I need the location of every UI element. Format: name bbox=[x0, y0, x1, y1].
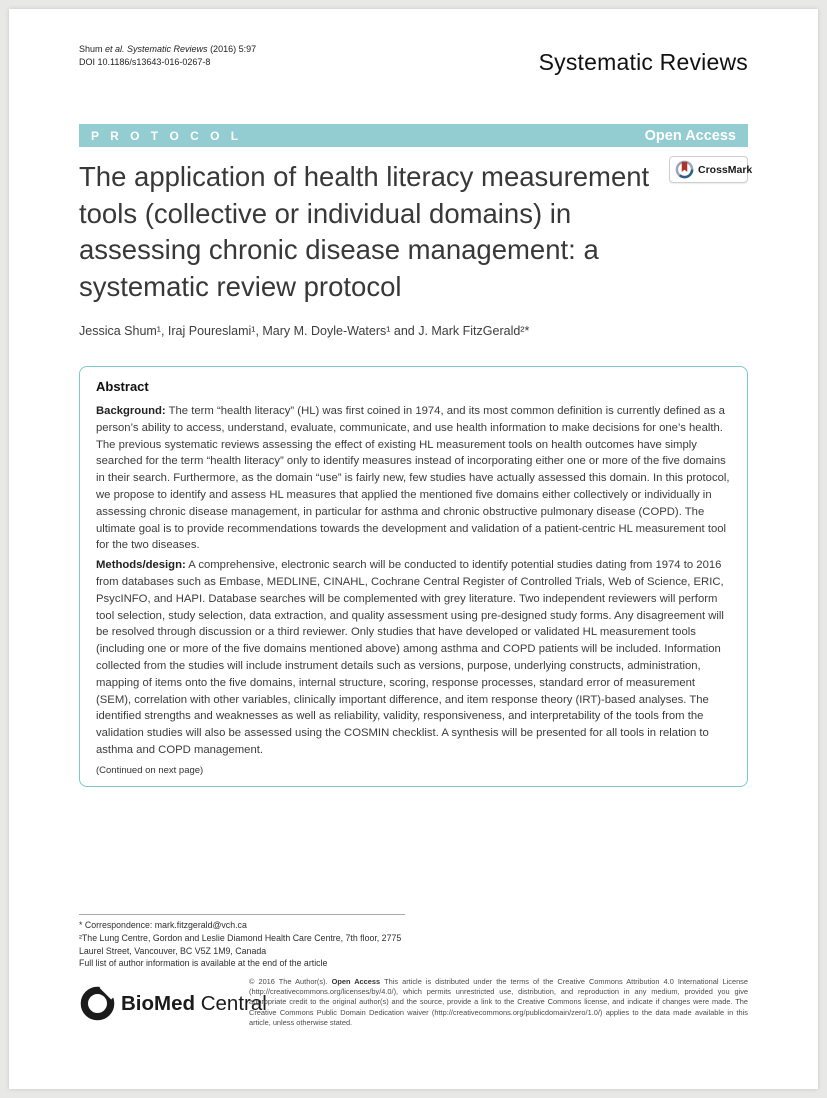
license-paragraph bbox=[249, 977, 748, 1028]
biomed-logo-icon bbox=[79, 985, 116, 1022]
logo-text-regular: Central bbox=[195, 991, 267, 1015]
license-open-access-label: Open Access bbox=[331, 977, 385, 986]
publisher-row bbox=[79, 977, 748, 1028]
page-content bbox=[79, 9, 753, 1089]
background-text: The term “health literacy” (HL) was first coined in 1974, and its most common definition is currently defined as a person’s ability to access, understand, evaluate, communicate, and use health information to make decisions for one’s health. The previous systematic reviews assessing the effect of existing HL measurement tools on health outcomes have simply searched for the term “health literacy” only to identify measures instead of incorporating either one or more of the five domains in their search. Furthermore, as the domain “use” is fairly new, few studies have actually assessed this domain. In this protocol, we propose to identify and assess HL measures that applied the mentioned five domains either collectively or individually in assessing chronic disease management, in particular for asthma and chronic obstructive pulmonary disease (COPD). The ultimate goal is to provide recommendations towards the development and validation of a patient-centric HL measurement tool for the two diseases. bbox=[96, 405, 730, 552]
article-type-label: P R O T O C O L bbox=[91, 128, 243, 143]
logo-text-bold: BioMed bbox=[121, 991, 196, 1015]
biomed-logo-text bbox=[121, 992, 267, 1016]
abstract-heading: Abstract bbox=[96, 379, 149, 394]
article-type-banner bbox=[79, 124, 748, 147]
footnote-divider bbox=[79, 914, 405, 915]
paper-page bbox=[9, 9, 818, 1089]
correspondence-label: * Correspondence: bbox=[79, 920, 155, 930]
abstract-methods-paragraph bbox=[96, 557, 731, 759]
abstract-box bbox=[79, 366, 748, 787]
footnotes-block bbox=[79, 914, 424, 970]
journal-name: Systematic Reviews bbox=[538, 49, 748, 75]
background-label: Background: bbox=[96, 405, 166, 417]
copyright-prefix: © 2016 The Author(s). bbox=[249, 977, 332, 986]
methods-text: A comprehensive, electronic search will be conducted to identify potential studies dating from 1974 to 2016 from databases such as Embase, MEDLINE, CINAHL, Cochrane Central Register of Controlled Trials, Web of Science, ERIC, PsycINFO, and HAPI. Database searches will be complemented with grey literature. Two independent reviewers will perform tool selection, study selection, data extraction, and quality assessment using pre-designed study forms. Any disagreement will be resolved through discussion or a third reviewer. Only studies that have developed or validated HL measurement tools (including one or more of the five domains mentioned above) among asthma and COPD patients will be included. Information collected from the studies will include instrument details such as versions, purpose, underlying constructs, administration, mapping of items onto the five domains, internal structure, scoring, response processes, standard error of measurement (SEM), correlation with other variables, clinically important difference, and item response theory (IRT)-based analyses. The identified strengths and weaknesses as well as reliability, validity, responsiveness, and interpretability of the tools from the validation studies will also be assessed using the COSMIN checklist. A synthesis will be presented for all tools in relation to asthma and COPD management. bbox=[96, 559, 724, 756]
continued-note: (Continued on next page) bbox=[96, 764, 204, 776]
methods-label: Methods/design: bbox=[96, 559, 186, 572]
citation-block bbox=[79, 43, 256, 69]
open-access-label: Open Access bbox=[644, 127, 736, 144]
abstract-background-paragraph bbox=[96, 403, 731, 554]
crossmark-icon bbox=[675, 160, 694, 179]
correspondence-email-link[interactable]: mark.fitzgerald@vch.ca bbox=[154, 920, 247, 930]
citation-line: Shum et al. Systematic Reviews (2016) 5:97 bbox=[79, 44, 257, 54]
doi-line: DOI 10.1186/s13643-016-0267-8 bbox=[79, 57, 211, 67]
crossmark-label: CrossMark bbox=[698, 163, 753, 176]
author-info-note: Full list of author information is available at the end of the article bbox=[79, 958, 328, 969]
correspondence-line bbox=[79, 919, 424, 932]
affiliation-line: ²The Lung Centre, Gordon and Leslie Diamond Health Care Centre, 7th floor, 2775 Laurel Street, Vancouver, BC V5Z 1M9, Canada bbox=[79, 932, 402, 956]
article-title: The application of health literacy measurement tools (collective or individual domains) in assessing chronic disease management: a systematic review protocol bbox=[79, 161, 650, 302]
biomed-central-logo bbox=[79, 977, 267, 1022]
crossmark-badge[interactable] bbox=[669, 156, 753, 183]
authors-line: Jessica Shum¹, Iraj Poureslami¹, Mary M. Doyle-Waters¹ and J. Mark FitzGerald²* bbox=[79, 324, 530, 338]
license-text: This article is distributed under the terms of the Creative Commons Attribution 4.0 International License (http://creativecommons.org/licenses/by/4.0/), which permits unrestricted use, distribution, and reproduction in any medium, provided you give appropriate credit to the original author(s) and the source, provide a link to the Creative Commons license, and indicate if changes were made. The Creative Commons Public Domain Dedication waiver (http://creativecommons.org/publicdomain/zero/1.0/) applies to the data made available in this article, unless otherwise stated. bbox=[249, 977, 748, 1027]
